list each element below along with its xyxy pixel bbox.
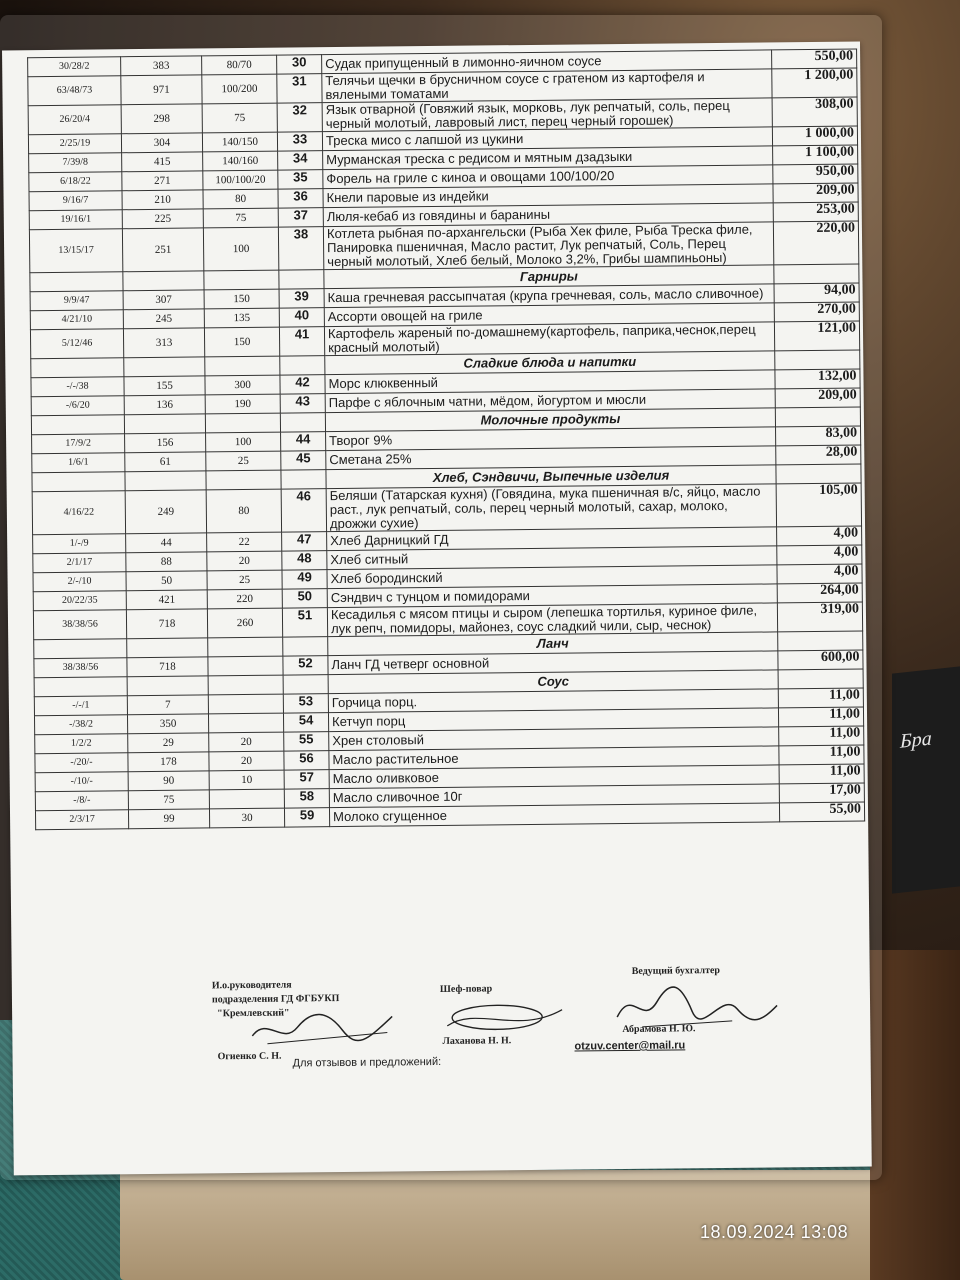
item-name: Масло оливковое	[329, 765, 779, 789]
item-code: 2/1/17	[33, 553, 126, 573]
item-weight: 25	[207, 570, 282, 590]
item-price: 28,00	[776, 445, 861, 465]
item-price: 253,00	[773, 202, 858, 222]
item-number: 47	[282, 532, 327, 551]
item-number: 48	[282, 551, 327, 570]
item-number: 31	[277, 74, 322, 103]
item-weight: 80	[203, 189, 278, 209]
item-code: 38/38/56	[34, 658, 127, 678]
item-name: Хлеб Дарницкий ГД	[327, 527, 777, 551]
feedback-label: Для отзывов и предложений:	[292, 1055, 442, 1070]
item-weight	[208, 656, 283, 676]
item-calories: 313	[123, 328, 204, 358]
item-number: 50	[282, 589, 327, 608]
item-weight: 150	[204, 327, 279, 357]
item-name: Форель на гриле с киноа и овощами 100/100/20	[323, 165, 773, 189]
item-weight: 75	[203, 208, 278, 228]
manager-signature	[247, 1004, 397, 1051]
item-number: 49	[282, 570, 327, 589]
item-name: Котлета рыбная по-архангельски (Рыба Хек филе, Рыба Треска филе, Панировка пшеничная, Масло растит, Лук репчатый, Соль, Перец черный молотый, Хлеб белый, Молоко 3,2%, Грибы шампиньоны)	[323, 222, 773, 270]
item-code: 19/16/1	[29, 210, 122, 230]
item-code: -/8/-	[35, 791, 128, 811]
item-weight	[209, 789, 284, 809]
manager-dept: подразделения ГД ФГБУКП	[211, 993, 340, 1006]
item-number: 56	[284, 751, 329, 770]
item-calories: 298	[121, 104, 202, 134]
item-code: 1/6/1	[32, 453, 125, 473]
item-code: 2/3/17	[35, 810, 128, 830]
manager-name: Огиенко С. Н.	[217, 1050, 282, 1063]
item-code: -/-/38	[31, 377, 124, 397]
item-name: Горчица порц.	[328, 689, 778, 713]
item-price: 4,00	[777, 564, 862, 584]
item-weight: 30	[209, 808, 284, 828]
item-price: 1 100,00	[773, 145, 858, 165]
item-name: Масло растительное	[329, 746, 779, 770]
item-calories: 136	[124, 395, 205, 415]
item-name: Молоко сгущенное	[329, 803, 779, 827]
dark-card	[892, 666, 960, 893]
item-price: 950,00	[773, 164, 858, 184]
item-weight: 80/70	[202, 55, 277, 75]
item-weight: 80	[206, 489, 281, 533]
item-calories: 718	[127, 657, 208, 677]
section-title: Сладкие блюда и напитки	[325, 351, 775, 375]
item-code: 38/38/56	[33, 610, 126, 640]
item-code: 30/28/2	[28, 57, 121, 77]
item-number: 59	[284, 808, 329, 827]
item-weight: 140/150	[202, 132, 277, 152]
section-title: Соус	[328, 670, 778, 694]
item-calories: 178	[128, 752, 209, 772]
item-weight: 25	[206, 451, 281, 471]
item-price: 132,00	[775, 369, 860, 389]
item-calories: 156	[125, 433, 206, 453]
item-name: Хлеб ситный	[327, 546, 777, 570]
item-calories: 415	[122, 152, 203, 172]
item-calories: 29	[128, 733, 209, 753]
item-name: Морс клюквенный	[325, 370, 775, 394]
item-price: 264,00	[777, 583, 862, 603]
item-price: 94,00	[774, 283, 859, 303]
item-weight: 100/200	[202, 74, 277, 104]
item-calories: 210	[122, 190, 203, 210]
chef-signature	[437, 995, 567, 1036]
item-name: Люля-кебаб из говядины и баранины	[323, 203, 773, 227]
item-name: Хрен столовый	[329, 727, 779, 751]
item-weight: 140/160	[203, 151, 278, 171]
item-calories: 307	[123, 290, 204, 310]
item-number: 54	[283, 713, 328, 732]
item-number: 55	[284, 732, 329, 751]
item-weight: 20	[209, 751, 284, 771]
item-code: 6/18/22	[29, 172, 122, 192]
item-calories: 155	[124, 376, 205, 396]
item-price: 1 200,00	[772, 68, 857, 98]
section-title: Молочные продукты	[325, 408, 775, 432]
item-weight: 190	[205, 394, 280, 414]
item-weight: 20	[209, 732, 284, 752]
item-weight: 135	[204, 308, 279, 328]
item-number: 46	[281, 489, 326, 532]
item-number: 45	[281, 451, 326, 470]
item-calories: 75	[128, 790, 209, 810]
item-price: 4,00	[777, 545, 862, 565]
menu-sheet	[2, 42, 872, 1176]
item-code: -/38/2	[34, 715, 127, 735]
menu-table	[27, 49, 865, 831]
item-calories: 718	[126, 609, 207, 639]
item-code: 9/9/47	[30, 291, 123, 311]
section-title: Ланч	[328, 632, 778, 656]
item-price: 1 000,00	[772, 126, 857, 146]
item-code: -/20/-	[35, 753, 128, 773]
item-name: Творог 9%	[326, 427, 776, 451]
item-code: 2/25/19	[28, 134, 121, 154]
item-name: Сметана 25%	[326, 446, 776, 470]
item-calories: 421	[126, 590, 207, 610]
item-code: 26/20/4	[28, 105, 121, 135]
item-calories: 383	[121, 56, 202, 76]
item-calories: 50	[126, 571, 207, 591]
section-title: Гарниры	[324, 265, 774, 289]
item-calories: 99	[128, 809, 209, 829]
item-name: Треска мисо с лапшой из цукини	[322, 127, 772, 151]
item-price: 83,00	[776, 426, 861, 446]
item-weight: 100/100/20	[203, 170, 278, 190]
item-code: -/-/1	[34, 696, 127, 716]
item-calories: 249	[125, 490, 206, 534]
item-code: 2/-/10	[33, 572, 126, 592]
item-calories: 971	[121, 75, 202, 105]
item-code: 1/2/2	[35, 734, 128, 754]
item-name: Телячьи щечки в брусничном соусе с гратеном из картофеля и вялеными томатами	[322, 69, 772, 103]
item-name: Кетчуп порц	[328, 708, 778, 732]
item-name: Судак припущенный в лимонно-яичном соусе	[322, 50, 772, 74]
item-price: 600,00	[778, 650, 863, 670]
accountant-title: Ведущий бухгалтер	[631, 965, 721, 977]
item-name: Ассорти овощей на гриле	[324, 303, 774, 327]
item-price: 4,00	[777, 526, 862, 546]
item-number: 58	[284, 789, 329, 808]
item-code: 20/22/35	[33, 591, 126, 611]
item-price: 220,00	[773, 221, 858, 265]
item-price: 105,00	[776, 483, 861, 527]
item-name: Парфе с яблочным чатни, мёдом, йогуртом и мюсли	[325, 389, 775, 413]
item-weight: 260	[207, 608, 282, 638]
item-weight: 100	[203, 227, 278, 271]
item-number: 51	[282, 608, 327, 637]
item-code: 5/12/46	[30, 329, 123, 359]
item-code: 4/21/10	[30, 310, 123, 330]
item-calories: 88	[126, 552, 207, 572]
accountant-name: Абрамова Н. Ю.	[622, 1023, 696, 1036]
item-number: 36	[278, 189, 323, 208]
item-price: 121,00	[774, 321, 859, 351]
chef-name: Лаханова Н. Н.	[442, 1035, 512, 1047]
item-number: 37	[278, 208, 323, 227]
feedback-email[interactable]: otzuv.center@mail.ru	[574, 1039, 686, 1053]
item-name: Кнели паровые из индейки	[323, 184, 773, 208]
item-calories: 350	[127, 714, 208, 734]
item-price: 11,00	[778, 688, 863, 708]
item-price: 319,00	[777, 602, 862, 632]
item-name: Картофель жареный по-домашнему(картофель, паприка,чеснок,перец красный молотый)	[324, 322, 774, 356]
item-number: 38	[278, 227, 323, 270]
item-code: 63/48/73	[28, 76, 121, 106]
item-calories: 90	[128, 771, 209, 791]
item-code: 1/-/9	[33, 534, 126, 554]
item-code: -/10/-	[35, 772, 128, 792]
item-price: 11,00	[779, 745, 864, 765]
item-weight: 20	[207, 551, 282, 571]
section-title: Хлеб, Сэндвичи, Выпечные изделия	[326, 465, 776, 489]
item-price: 209,00	[773, 183, 858, 203]
item-number: 53	[283, 694, 328, 713]
item-number: 57	[284, 770, 329, 789]
item-name: Беляши (Татарская кухня) (Говядина, мука пшеничная в/с, яйцо, масло раст., лук репчатый, соль, перец черный молотый, сахар, молоко, дрожжи сухие)	[326, 484, 776, 532]
item-calories: 7	[127, 695, 208, 715]
photo-timestamp: 18.09.2024 13:08	[700, 1222, 849, 1242]
item-code: 17/9/2	[32, 434, 125, 454]
item-calories: 251	[122, 228, 203, 272]
item-price: 55,00	[779, 802, 864, 822]
item-number: 40	[279, 308, 324, 327]
item-code: 7/39/8	[29, 153, 122, 173]
item-calories: 44	[126, 533, 207, 553]
item-number: 52	[283, 656, 328, 675]
item-name: Масло сливочное 10г	[329, 784, 779, 808]
item-calories: 245	[123, 309, 204, 329]
item-number: 35	[278, 170, 323, 189]
item-weight: 300	[205, 375, 280, 395]
item-code: 9/16/7	[29, 191, 122, 211]
item-number: 39	[279, 289, 324, 308]
item-name: Хлеб бородинский	[327, 565, 777, 589]
item-calories: 304	[121, 133, 202, 153]
item-calories: 271	[122, 171, 203, 191]
item-calories: 61	[125, 452, 206, 472]
item-price: 550,00	[772, 49, 857, 69]
accountant-signature	[612, 980, 783, 1032]
item-name: Сэндвич с тунцом и помидорами	[327, 584, 777, 608]
item-code: 13/15/17	[29, 229, 122, 273]
item-price: 11,00	[778, 707, 863, 727]
chef-title: Шеф-повар	[439, 983, 493, 995]
dark-card-text: Бра	[900, 727, 932, 753]
item-number: 34	[278, 151, 323, 170]
item-code: -/6/20	[31, 396, 124, 416]
item-price: 17,00	[779, 783, 864, 803]
item-weight: 10	[209, 770, 284, 790]
item-weight: 22	[207, 532, 282, 552]
item-number: 43	[280, 394, 325, 413]
item-number: 44	[281, 432, 326, 451]
manager-title: И.о.руководителя	[211, 979, 292, 992]
item-price: 270,00	[774, 302, 859, 322]
item-calories: 225	[122, 209, 203, 229]
item-weight	[208, 713, 283, 733]
item-number: 42	[280, 375, 325, 394]
wooden-box	[870, 950, 960, 1280]
item-name: Мурманская треска с редисом и мятным дзадзыки	[323, 146, 773, 170]
item-weight: 75	[202, 103, 277, 133]
item-number: 30	[277, 55, 322, 74]
item-name: Ланч ГД четверг основной	[328, 651, 778, 675]
item-number: 41	[279, 327, 324, 356]
item-price: 11,00	[779, 764, 864, 784]
item-name: Каша гречневая рассыпчатая (крупа гречневая, соль, масло сливочное)	[324, 284, 774, 308]
item-weight: 150	[204, 289, 279, 309]
manager-org: "Кремлевский"	[217, 1007, 290, 1020]
item-weight	[208, 694, 283, 714]
item-weight: 220	[207, 589, 282, 609]
item-number: 32	[277, 103, 322, 132]
item-name: Язык отварной (Говяжий язык, морковь, лук репчатый, соль, перец черный молотый, лавровый лист, перец черный горошек)	[322, 98, 772, 132]
item-number: 33	[277, 132, 322, 151]
item-price: 209,00	[775, 388, 860, 408]
item-code: 4/16/22	[32, 491, 125, 535]
item-price: 308,00	[772, 97, 857, 127]
item-name: Кесадилья с мясом птицы и сыром (лепешка тортилья, куриное филе, лук репч, помидоры, майонез, соус сладкий чили, сыр, чеснок)	[327, 603, 777, 637]
item-weight: 100	[206, 432, 281, 452]
item-price: 11,00	[779, 726, 864, 746]
